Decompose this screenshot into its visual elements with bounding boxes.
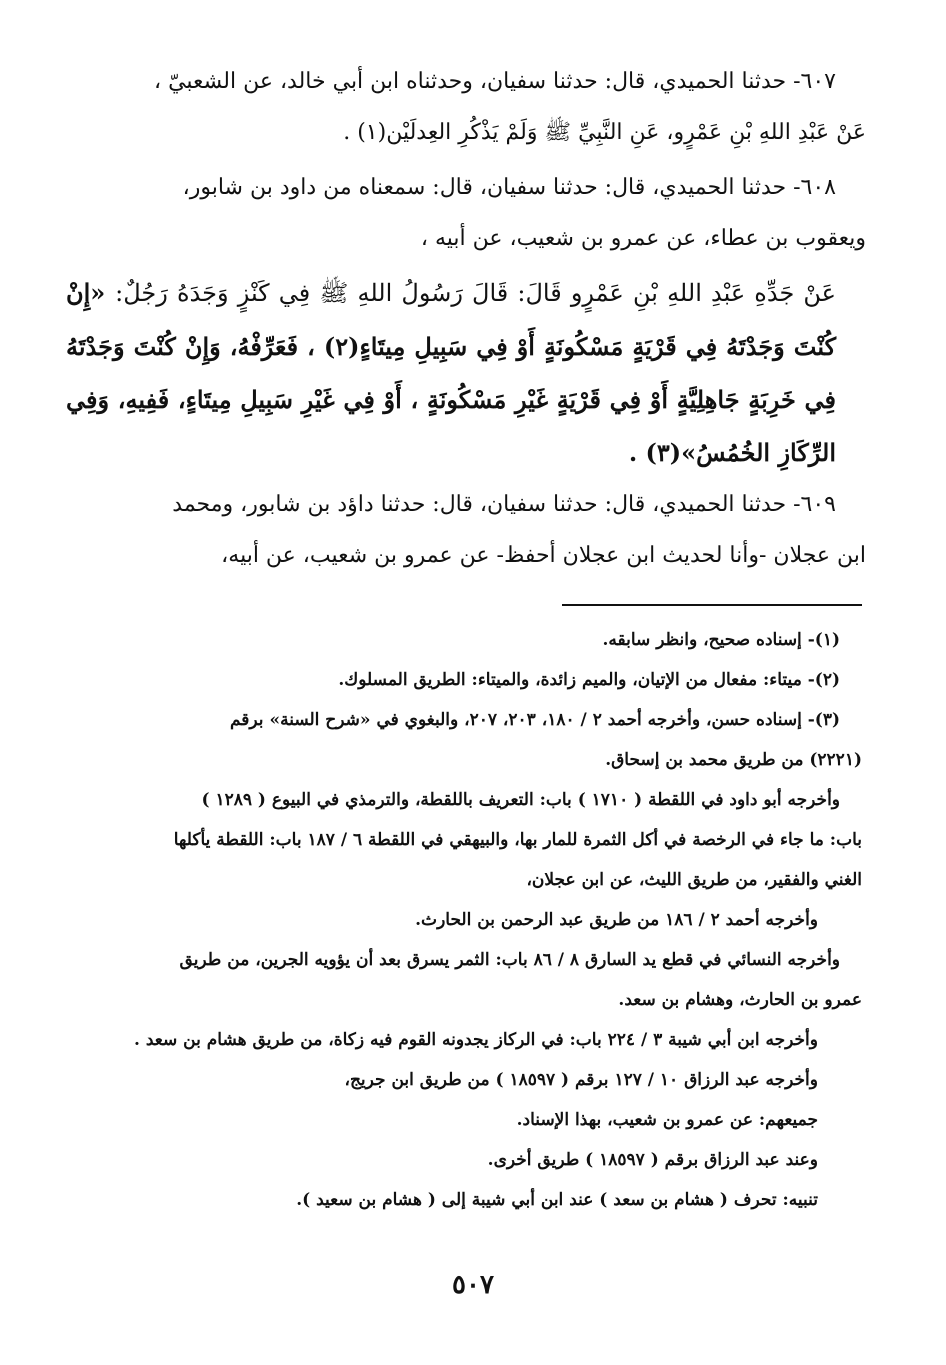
footnote-3-line: جميعهم: عن عمرو بن شعيب، بهذا الإسناد. (516, 1110, 818, 1130)
footnote-3: (٣)- إسناده حسن، وأخرجه أحمد ٢ / ١٨٠، ٢٠٣، ٢٠٧، والبغوي في «شرح السنة» برقم (229, 710, 840, 730)
hadith-608-chain-continued: ويعقوب بن عطاء، عن عمرو بن شعيب، عن أبيه ، (420, 226, 866, 251)
footnotes (66, 620, 862, 1220)
footnote-3-line: باب: ما جاء في الرخصة في أكل الثمرة للمار بها، والبيهقي في اللقطة ٦ / ١٨٧ باب: اللقطة يأكلها (173, 830, 862, 850)
footnote-3-line: وأخرجه ابن أبي شيبة ٣ / ٢٢٤ باب: في الركاز يجدونه القوم فيه زكاة، من طريق هشام بن سعد . (134, 1030, 818, 1050)
footnote-divider (562, 604, 862, 606)
footnote-3-line: وأخرجه أبو داود في اللقطة ( ١٧١٠ ) باب: التعريف باللقطة، والترمذي في البيوع ( ١٢٨٩ ) (201, 790, 840, 810)
footnote-3-line: وأخرجه النسائي في قطع يد السارق ٨ / ٨٦ باب: الثمر يسرق بعد أن يؤويه الجرين، من طريق (179, 950, 840, 970)
hadith-608-matn (66, 266, 866, 479)
footnote-3-line: الغني والفقير، من طريق الليث، عن ابن عجلان، (526, 870, 862, 890)
footnote-3-line: تنبيه: تحرف ( هشام بن سعد ) عند ابن أبي شيبة إلى ( هشام بن سعيد ). (296, 1190, 818, 1210)
footnote-3-line: عمرو بن الحارث، وهشام بن سعد. (618, 990, 862, 1010)
hadith-608-intro: عَنْ جَدِّهِ عَبْدِ اللهِ بْنِ عَمْرٍو قَالَ: قَالَ رَسُولُ اللهِ ﷺ فِي كَنْزٍ وَجَدَهُ رَجُلٌ: (115, 279, 836, 307)
hadith-608-chain: ٦٠٨- حدثنا الحميدي، قال: حدثنا سفيان، قال: سمعناه من داود بن شابور، (182, 175, 836, 200)
hadith-607-chain: ٦٠٧- حدثنا الحميدي، قال: حدثنا سفيان، وحدثناه ابن أبي خالد، عن الشعبيّ ، (153, 69, 836, 94)
footnote-2: (٢)- ميتاء: مفعال من الإتيان، والميم زائدة، والميتاء: الطريق المسلوك. (338, 670, 840, 690)
footnote-3-line: وأخرجه عبد الرزاق ١٠ / ١٢٧ برقم ( ١٨٥٩٧ ) من طريق ابن جريج، (344, 1070, 818, 1090)
footnote-3-line: وعند عبد الرزاق برقم ( ١٨٥٩٧ ) طريق أخرى. (487, 1150, 818, 1170)
footnote-3-line: وأخرجه أحمد ٢ / ١٨٦ من طريق عبد الرحمن بن الحارث. (415, 910, 818, 930)
hadith-607-text: عَنْ عَبْدِ اللهِ بْنِ عَمْرٍو، عَنِ النَّبِيِّ ﷺ وَلَمْ يَذْكُرِ العِدلَيْن(١) . (343, 120, 866, 145)
footnote-1: (١)- إسناده صحيح، وانظر سابقه. (602, 630, 840, 650)
page-number: ٥٠٧ (452, 1270, 494, 1300)
hadith-608-quote: «إِنْ كُنْتَ وَجَدْتَهُ فِي قَرْيَةٍ مَسْكُونَةٍ أَوْ فِي سَبِيلِ مِيتَاءٍ(٢) ، فَعَرِّفْهُ، وَإِنْ كُنْتَ وَجَدْتَهُ فِي خَرِبَةٍ جَاهِلِيَّةٍ أَوْ فِي قَرْيَةٍ غَيْرِ مَسْكُونَةٍ ، أَوْ فِي غَيْرِ سَبِيلِ مِيتَاءٍ، فَفِيهِ، وَفِي الرِّكَازِ الخُمُسُ»(٣) . (66, 278, 836, 467)
main-text (66, 56, 866, 581)
hadith-609-chain-continued: ابن عجلان -وأنا لحديث ابن عجلان أحفظ- عن عمرو بن شعيب، عن أبيه، (221, 543, 866, 568)
footnote-3-line: (٢٢٢١) من طريق محمد بن إسحاق. (605, 750, 862, 770)
hadith-609-chain: ٦٠٩- حدثنا الحميدي، قال: حدثنا سفيان، قال: حدثنا داؤد بن شابور، ومحمد (172, 492, 836, 517)
